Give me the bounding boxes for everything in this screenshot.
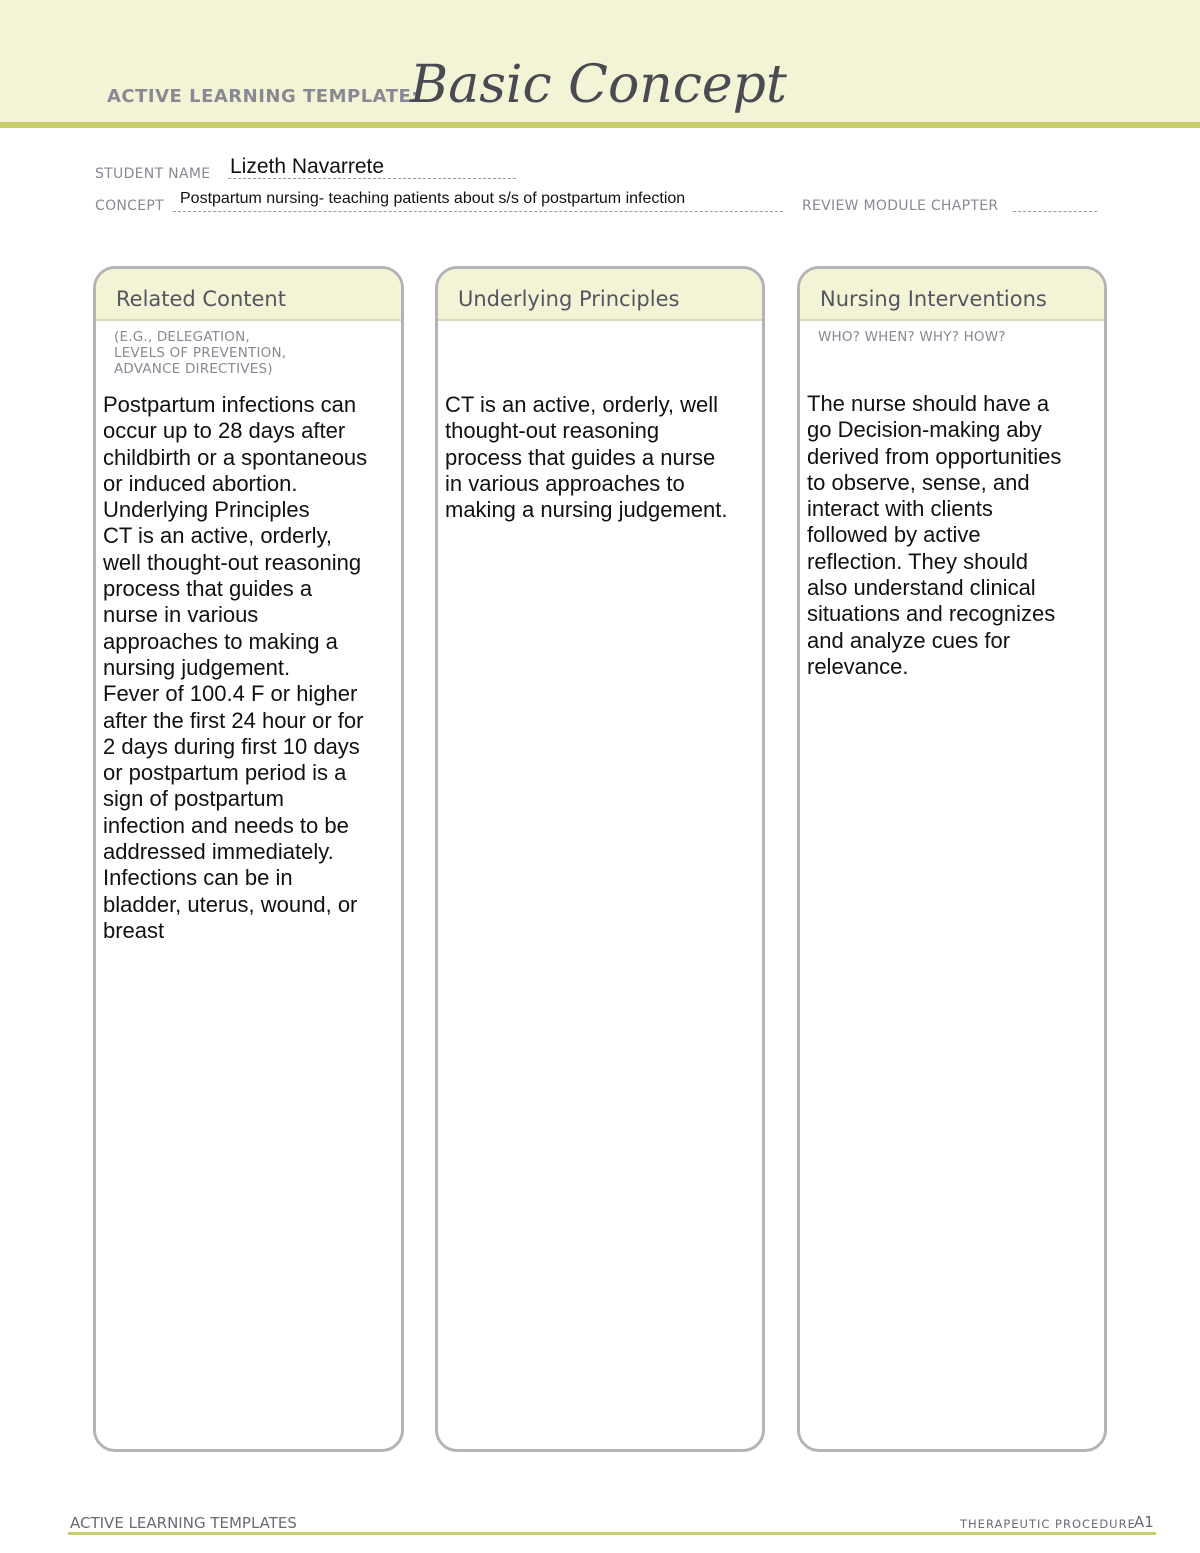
related-content-text[interactable]: Postpartum infections can occur up to 28 days after childbirth or a spontaneous or induced abortion. Underlying Principles CT is an active, orderly, well thought-out reasoning process that guides a nurse in various approaches to making a nursing judgement. Fever of 100.4 F or higher after the first 24 hour or for 2 days during first 10 days or postpartum period is a sign of postpartum infection and needs to be addressed immediately. Infections can be in bladder, uterus, wound, or breast xyxy=(103,392,368,943)
related-subtitle-line: (E.G., DELEGATION, xyxy=(114,329,250,345)
footer-left-label: ACTIVE LEARNING TEMPLATES xyxy=(70,1514,297,1532)
review-module-label: REVIEW MODULE CHAPTER xyxy=(802,198,999,214)
nursing-interventions-heading: Nursing Interventions xyxy=(800,269,1104,321)
template-label: ACTIVE LEARNING TEMPLATE: xyxy=(107,86,419,107)
footer-right-label: THERAPEUTIC PROCEDURE xyxy=(960,1517,1136,1531)
underlying-principles-panel xyxy=(435,266,765,1452)
nursing-interventions-panel xyxy=(797,266,1107,1452)
related-content-subtitle xyxy=(96,321,401,377)
concept-field[interactable]: Postpartum nursing- teaching patients about s/s of postpartum infection xyxy=(180,190,686,207)
related-content-heading: Related Content xyxy=(96,269,401,321)
template-title: Basic Concept xyxy=(410,55,787,115)
nursing-interventions-subtitle: WHO? WHEN? WHY? HOW? xyxy=(818,329,1006,345)
related-subtitle-line: ADVANCE DIRECTIVES) xyxy=(114,361,273,377)
related-content-panel xyxy=(93,266,404,1452)
nursing-interventions-text[interactable]: The nurse should have a go Decision-making aby derived from opportunities to observe, sense, and interact with clients followed by active reflection. They should also understand clinical situations and recognizes and analyze cues for relevance. xyxy=(807,391,1062,679)
student-name-field[interactable]: Lizeth Navarrete xyxy=(230,155,385,178)
related-subtitle-line: LEVELS OF PREVENTION, xyxy=(114,345,287,361)
student-name-label: STUDENT NAME xyxy=(95,166,211,182)
header-rule xyxy=(0,122,1200,128)
concept-line xyxy=(173,211,783,212)
underlying-principles-text[interactable]: CT is an active, orderly, well thought-out reasoning process that guides a nurse in various approaches to making a nursing judgement. xyxy=(445,392,728,523)
concept-label: CONCEPT xyxy=(95,198,164,214)
footer-page-number: A1 xyxy=(1134,1513,1154,1531)
underlying-principles-heading: Underlying Principles xyxy=(438,269,762,321)
footer-rule xyxy=(68,1532,1156,1535)
review-module-line xyxy=(1013,211,1097,212)
